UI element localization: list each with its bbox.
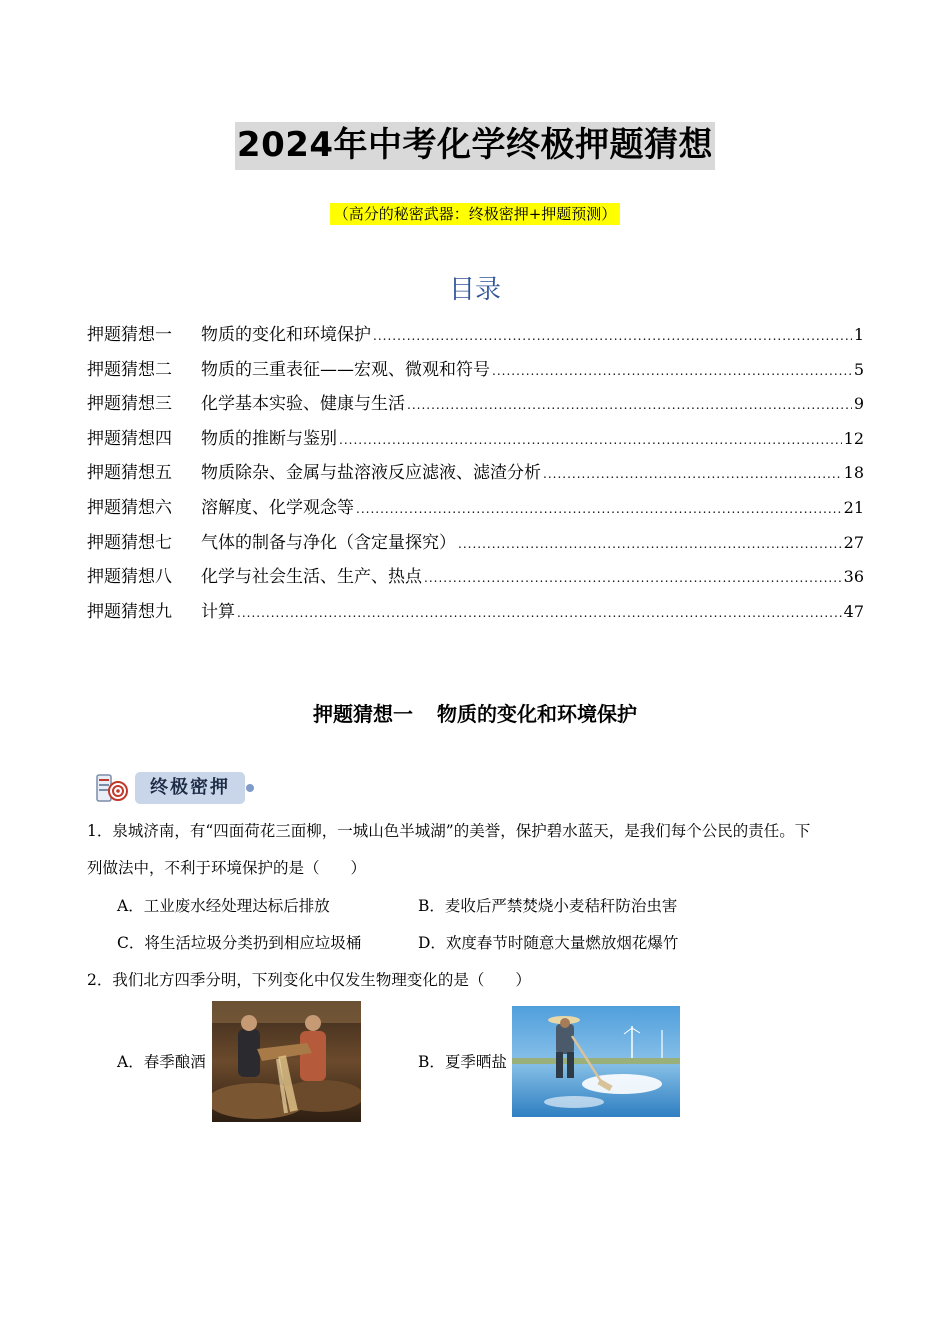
question-1-option-b[interactable]: B．麦收后严禁焚烧小麦秸秆防治虫害 [418,897,678,915]
toc-entry-text: 物质的变化和环境保护 [201,325,371,345]
question-1-option-c[interactable]: C．将生活垃圾分类扔到相应垃圾桶 [117,934,362,952]
toc-entry-text: 化学与社会生活、生产、热点 [201,567,422,588]
question-1-option-a[interactable]: A．工业废水经处理达标后排放 [117,897,330,915]
toc-leader-dots [237,606,842,620]
toc-heading: 目录 [448,275,501,305]
brewing-photo [212,1001,361,1122]
toc-entry-label: 押题猜想二 [87,359,172,380]
toc-entry-page: 9 [853,394,864,414]
toc-entry-page: 18 [843,463,864,483]
toc-leader-dots [492,364,852,378]
toc-entry-label: 押题猜想一 [87,325,172,345]
toc-leader-dots [407,398,852,412]
target-book-icon [95,771,129,805]
table-of-contents [87,320,864,631]
section-title: 物质的变化和环境保护 [437,702,637,726]
toc-entry-text: 计算 [201,601,235,622]
toc-leader-dots [339,433,842,447]
document-title [0,122,950,170]
salt-pan-photo [512,1006,680,1117]
toc-leader-dots [458,537,842,551]
toc-entry-label: 押题猜想六 [87,497,172,518]
toc-entry-text: 化学基本实验、健康与生活 [201,394,405,415]
question-2-option-b[interactable]: B．夏季晒盐 [418,1053,507,1071]
subtitle [0,203,950,225]
title-text: 2024年中考化学终极押题猜想 [235,122,715,170]
toc-leader-dots [373,329,852,343]
toc-entry[interactable] [87,355,864,390]
exam-badge [95,768,260,808]
toc-entry-text: 物质的三重表征——宏观、微观和符号 [201,359,490,380]
toc-entry-label: 押题猜想五 [87,463,172,484]
toc-leader-dots [356,502,842,516]
toc-entry-label: 押题猜想四 [87,428,172,449]
toc-leader-dots [543,467,842,481]
question-2-option-a[interactable]: A．春季酿酒 [117,1053,206,1071]
toc-entry-page: 5 [853,359,864,379]
toc-entry[interactable] [87,528,864,563]
toc-entry[interactable] [87,597,864,632]
section-label: 押题猜想一 [313,702,413,726]
toc-entry[interactable] [87,389,864,424]
toc-entry[interactable] [87,493,864,528]
question-1-option-d[interactable]: D．欢度春节时随意大量燃放烟花爆竹 [418,934,679,952]
toc-entry-label: 押题猜想七 [87,532,172,553]
toc-entry-label: 押题猜想九 [87,601,172,622]
toc-entry[interactable] [87,424,864,459]
toc-entry[interactable] [87,320,864,355]
question-1-text: 1．泉城济南，有“四面荷花三面柳，一城山色半城湖”的美誉，保护碧水蓝天，是我们每个公民的责任。下 [87,822,811,840]
toc-entry-page: 47 [843,601,864,621]
toc-entry-text: 气体的制备与净化（含定量探究） [201,532,456,553]
toc-entry-page: 21 [843,497,864,517]
toc-entry-page: 12 [843,428,864,448]
toc-entry-page: 27 [843,532,864,552]
section-heading [0,698,950,727]
question-1-text-cont: 列做法中，不利于环境保护的是（ ） [87,859,367,877]
question-2-text: 2．我们北方四季分明，下列变化中仅发生物理变化的是（ ） [87,971,531,989]
badge-label: 终极密押 [135,772,245,804]
toc-entry[interactable] [87,562,864,597]
toc-entry-label: 押题猜想八 [87,567,172,588]
toc-entry-text: 物质的推断与鉴别 [201,428,337,449]
toc-entry-page: 1 [853,325,864,344]
toc-entry-text: 溶解度、化学观念等 [201,497,354,518]
subtitle-text: （高分的秘密武器：终极密押+押题预测） [330,203,621,225]
toc-entry-page: 36 [843,567,864,587]
toc-leader-dots [424,571,842,585]
toc-entry-label: 押题猜想三 [87,394,172,415]
badge-dot [246,784,254,792]
toc-entry[interactable] [87,458,864,493]
toc-entry-text: 物质除杂、金属与盐溶液反应滤液、滤渣分析 [201,463,541,484]
